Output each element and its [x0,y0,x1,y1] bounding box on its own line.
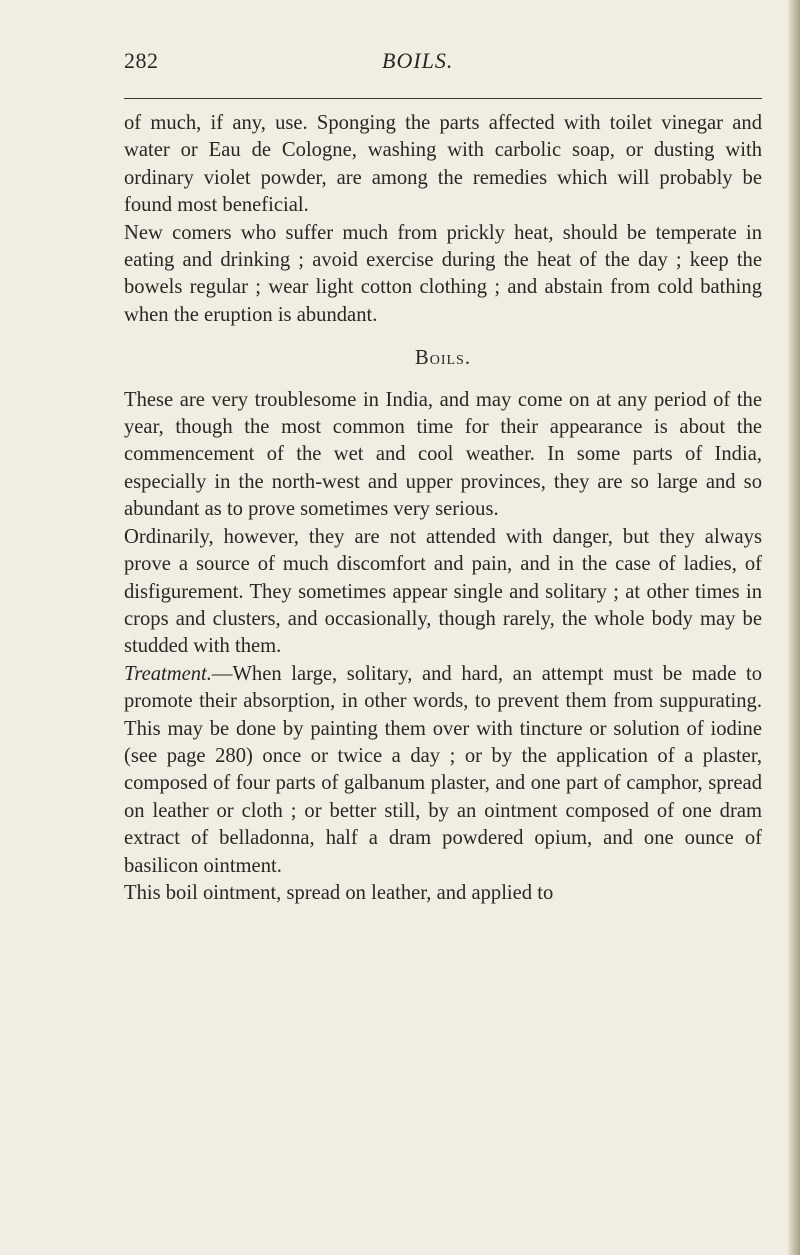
paragraph-treatment [124,661,762,880]
treatment-text: —When large, solitary, and hard, an attempt must be made to promote their absorption, in other words, to prevent them from suppurating. This may be done by painting them over with tincture or solution of iodine (see page 280) once or twice a day ; or by the application of a plaster, composed of four parts of galbanum plaster, and one part of camphor, spread on leather or cloth ; or better still, by an ointment composed of one dram extract of belladonna, half a dram powdered opium, and one ounce of basilicon ointment. [124,662,762,877]
paragraph-boil-ointment: This boil ointment, spread on leather, and applied to [124,881,554,904]
page-edge-shadow [788,0,800,1255]
paragraph-continued: of much, if any, use. Sponging the parts affected with toilet vinegar and water or Eau de Cologne, washing with carbolic soap, or dusting with ordinary violet powder, are among the remedies which will probably be found most beneficial. [124,112,762,217]
paragraph-boils-danger: Ordinarily, however, they are not attended with danger, but they always prove a source of much discomfort and pain, and in the case of ladies, of disfigurement. They sometimes appear single and solitary ; at other times in crops and clusters, and occasionally, though rarely, the whole body may be studded with them. [124,525,762,658]
running-head: BOILS. [382,48,454,73]
section-heading-boils: Boils. [415,347,471,370]
page-header [124,48,764,84]
body-text [124,110,762,907]
paragraph-prickly-heat: New comers who suffer much from prickly heat, should be temperate in eating and drinking ; avoid exercise during the heat of the day ; keep the bowels regular ; wear light cotton clothing ; and abstain from cold bathing when the eruption is abundant. [124,221,762,326]
header-rule [124,98,762,99]
paragraph-boils-intro: These are very troublesome in India, and may come on at any period of the year, though the most common time for their appearance is about the commencement of the wet and cool weather. In some parts of India, especially in the north-west and upper provinces, they are so large and so abundant as to prove sometimes very serious. [124,388,762,521]
treatment-label: Treatment. [124,662,212,685]
page-number: 282 [124,48,159,73]
